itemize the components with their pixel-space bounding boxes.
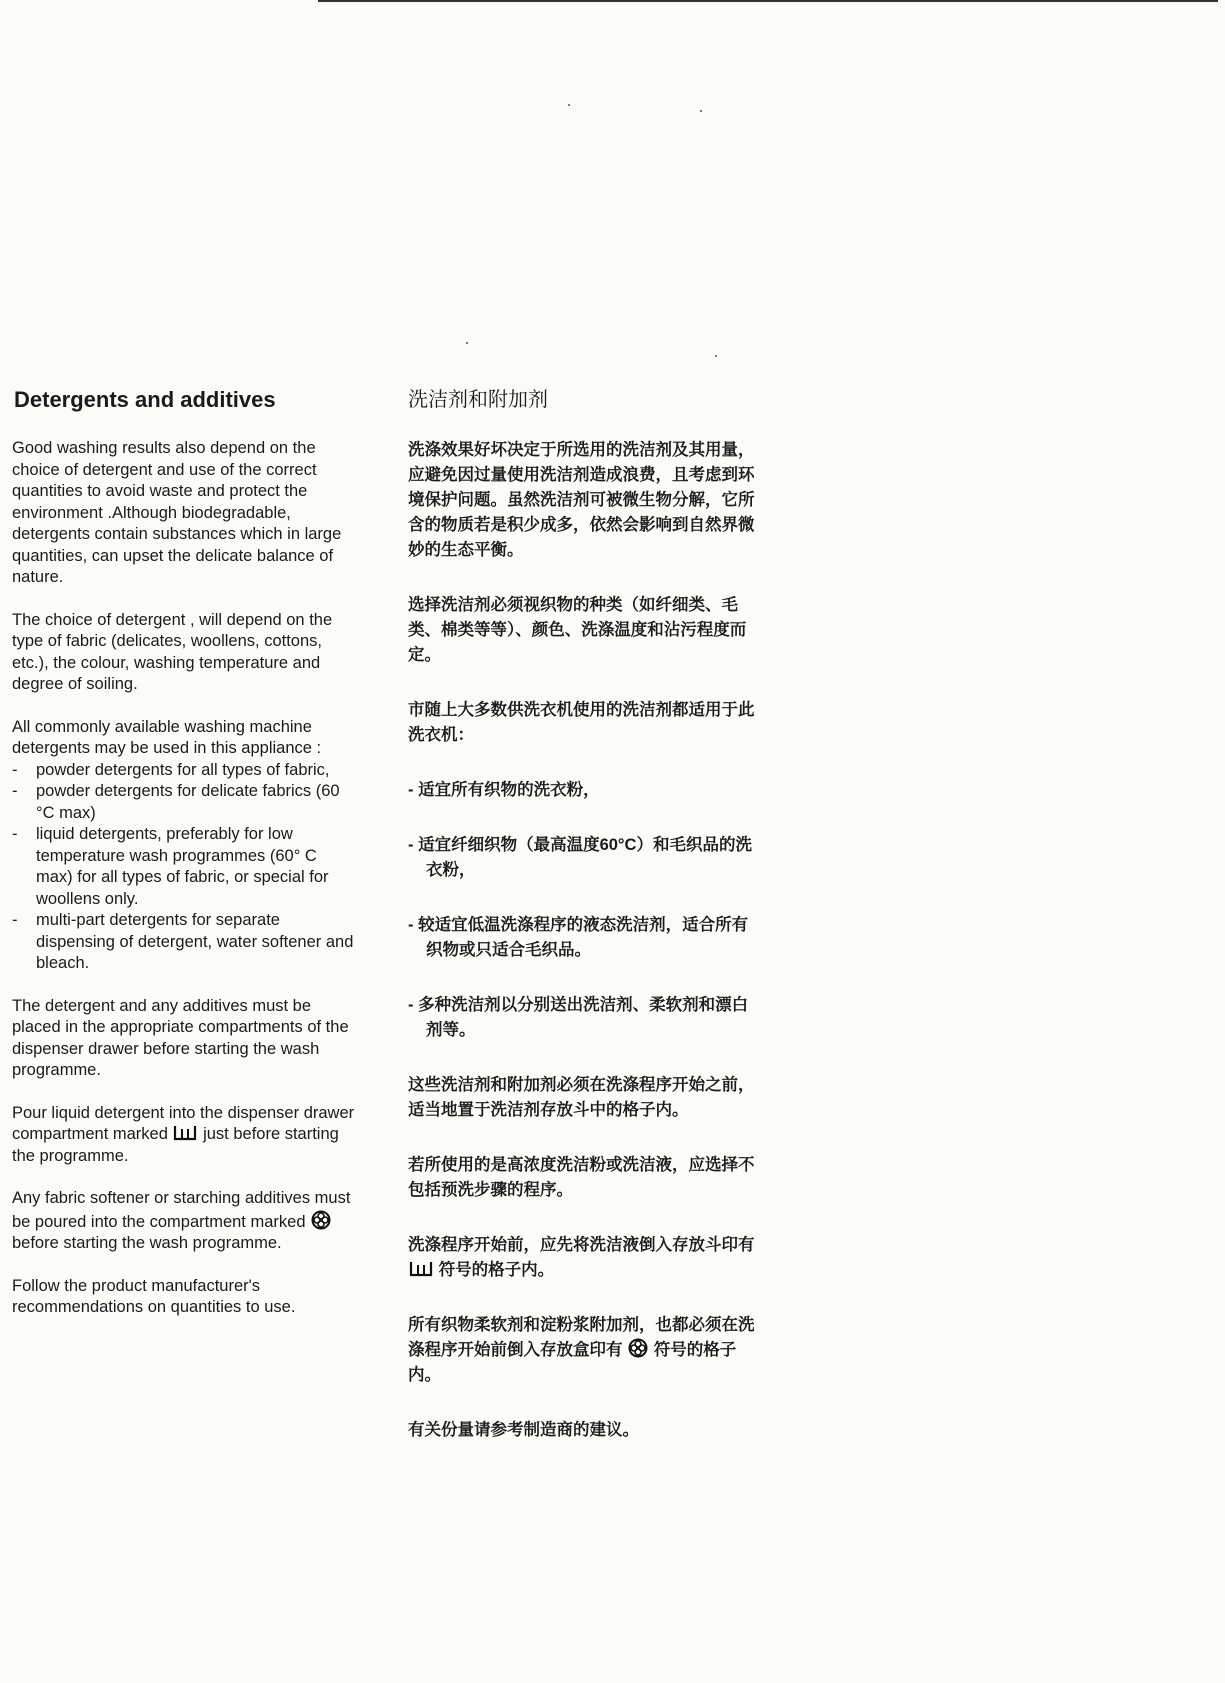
chinese-paragraph-8: 有关份量请参考制造商的建议。 [408,1421,639,1439]
english-paragraph-1: Good washing results also depend on the choice of detergent and use of the correct quantities to avoid waste and protect the environment .Although biodegradable, detergents contain substances which in large quantities, can upset the delicate balance of nature. [12,439,342,586]
english-paragraph-3: All commonly available washing machine detergents may be used in this appliance : [12,717,322,757]
chinese-paragraph-6 [408,1233,758,1283]
scan-speck [568,104,570,106]
fabric-softener-flower-icon [627,1338,649,1358]
scan-speck [700,110,702,112]
english-p5-before: Pour liquid detergent into the dispenser drawer compartment marked [12,1103,355,1143]
fabric-softener-flower-icon [310,1210,332,1230]
chinese-title: 洗洁剂和附加剂 [408,389,548,411]
chinese-paragraph-7 [408,1313,758,1388]
chinese-paragraph-5: 若所使用的是高浓度洗洁粉或洗洁液，应选择不包括预洗步骤的程序。 [408,1156,755,1199]
english-list-item: - multi-part detergents for separate dispensing of detergent, water softener and bleach. [12,910,357,975]
chinese-paragraph-4: 这些洗洁剂和附加剂必须在洗涤程序开始之前，适当地置于洗洁剂存放斗中的格子内。 [408,1076,755,1119]
english-p6-before: Any fabric softener or starching additives must be poured into the compartment marked [12,1189,351,1231]
english-paragraph-5 [12,1103,357,1168]
chinese-p6-before: 洗涤程序开始前，应先将洗洁液倒入存放斗印有 [408,1236,755,1254]
english-paragraph-4: The detergent and any additives must be placed in the appropriate compartments of the dispenser drawer before starting the wash programme. [12,996,349,1079]
english-p5-after: just before starting the programme. [12,1125,339,1165]
english-title: Detergents and additives [14,387,276,412]
scan-speck [715,355,717,357]
liquid-detergent-compartment-icon [408,1260,434,1278]
english-column [12,382,357,1340]
liquid-detergent-compartment-icon [172,1124,198,1142]
chinese-list-item: - 适宜纤细织物（最高温度60°C）和毛织品的洗衣粉， [408,836,752,879]
english-detergent-list [12,760,357,975]
chinese-p7-after: 符号的格子内。 [408,1341,737,1384]
top-border-line [318,0,1218,2]
english-list-item: - powder detergents for all types of fabric, [12,760,357,782]
english-list-item: - powder detergents for delicate fabrics (60 °C max) [12,781,357,824]
english-list-item: - liquid detergents, preferably for low temperature wash programmes (60° C max) for all types of fabric, or special for woollens only. [12,824,357,910]
scan-speck [466,342,468,344]
english-paragraph-6 [12,1188,357,1255]
chinese-paragraph-1: 洗涤效果好坏决定于所选用的洗洁剂及其用量，应避免因过量使用洗洁剂造成浪费，且考虑到环境保护问题。虽然洗洁剂可被微生物分解，它所含的物质若是积少成多，依然会影响到自然界微妙的生态平衡。 [408,441,755,559]
chinese-p7-before: 所有织物柔软剂和淀粉浆附加剂，也都必须在洗涤程序开始前倒入存放盒印有 [408,1316,755,1359]
english-paragraph-7: Follow the product manufacturer's recommendations on quantities to use. [12,1276,296,1316]
chinese-list-item: - 多种洗洁剂以分别送出洗洁剂、柔软剂和漂白剂等。 [408,996,749,1039]
chinese-p6-after: 符号的格子内。 [438,1261,555,1279]
chinese-list-item: - 适宜所有织物的洗衣粉， [408,781,600,799]
chinese-paragraph-3: 市随上大多数供洗衣机使用的洗洁剂都适用于此洗衣机： [408,701,755,744]
chinese-column [398,382,758,1473]
english-paragraph-2: The choice of detergent , will depend on the type of fabric (delicates, woollens, cottons, etc.), the colour, washing temperature and degree of soiling. [12,610,333,693]
chinese-list-item: - 较适宜低温洗涤程序的液态洗洁剂，适合所有织物或只适合毛织品。 [408,916,749,959]
english-p6-after: before starting the wash programme. [12,1234,282,1252]
chinese-paragraph-2: 选择洗洁剂必须视织物的种类（如纤细类、毛类、棉类等等）、颜色、洗涤温度和沾污程度而定。 [408,596,747,664]
